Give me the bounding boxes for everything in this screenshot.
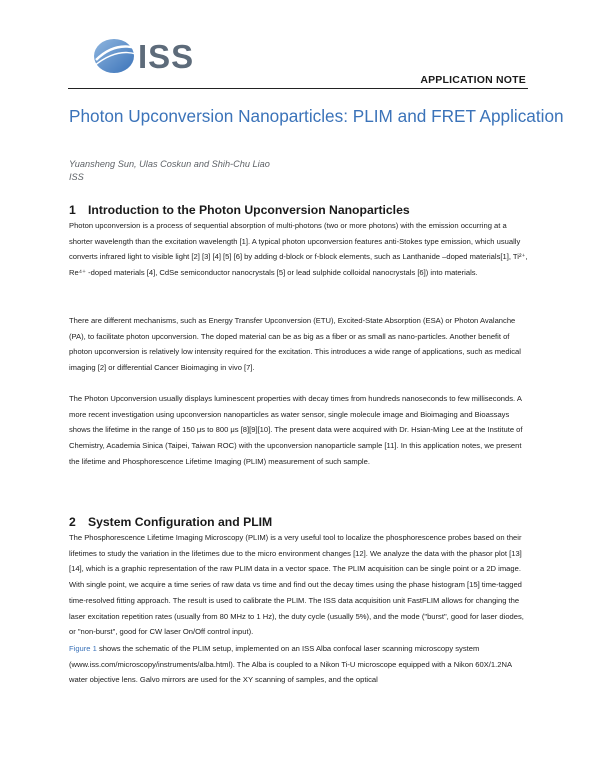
section-1-heading: [69, 203, 410, 217]
section-1-title: Introduction to the Photon Upconversion Nanoparticles: [88, 203, 410, 217]
author-affiliation: ISS: [69, 171, 84, 182]
section-1-paragraph: There are different mechanisms, such as Energy Transfer Upconversion (ETU), Excited-State Absorption (ESA) or Photon Avalanche (PA), to facilitate photon upconversion. The doped material can be as big as a fiber or as small as nano-particles. Another benefit of photon upconversion is relatively low intensity required for the excitation. This introduces a wide range of applications, such as medical imaging [2] or differential Cancer Bioimaging in vivo [7].: [69, 316, 521, 373]
author-block: [69, 158, 270, 183]
page-title: Photon Upconversion Nanoparticles: PLIM and FRET Application: [69, 106, 564, 126]
author-names: Yuansheng Sun, Ulas Coskun and Shih-Chu Liao: [69, 159, 270, 169]
section-2-title: System Configuration and PLIM: [88, 515, 273, 529]
section-2-number: 2: [69, 515, 76, 529]
section-1-number: 1: [69, 203, 76, 217]
figure-1-description: shows the schematic of the PLIM setup, implemented on an ISS Alba confocal laser scanning microscopy system (www.iss.com/microscopy/instruments/alba.html). The Alba is coupled to a Nikon Ti-U microscope equipped with a Nikon 60X/1.2NA water objective lens. Galvo mirrors are used for the XY scanning of samples, and the optical: [69, 644, 512, 685]
header-divider: [68, 88, 528, 89]
section-2-paragraph: The Phosphorescence Lifetime Imaging Microscopy (PLIM) is a very useful tool to localize the phosphorescence probes based on their lifetimes to study the variation in the lifetimes due to the micro environment changes [12]. We analyze the data with the phasor plot [13] [14], which is a graphic representation of the raw PLIM data in a vector space. The PLIM acquisition can be single point or a 2D image. With single point, we acquire a time series of raw data vs time and find out the decay times using the phase histogram [15] time-tagged time-resolved fitting approach. The result is used to calibrate the PLIM. The ISS data acquisition unit FastFLIM allows for changing the laser excitation repetition rates (usually from 80 MHz to 1 Hz), the duty cycle (usually 5%), and the mode ("burst", good for laser diodes, or "non-burst", good for CW laser On/Off control input).: [69, 533, 524, 637]
section-2-paragraph: [69, 641, 531, 688]
section-1-paragraph: Photon upconversion is a process of sequential absorption of multi-photons (two or more photons) with the emission occurring at a shorter wavelength than the excitation wavelength [1]. A typical photon upconversion features anti-Stokes type emission, which usually converts infrared light to visible light [2] [3] [4] [5] [6] by adding d-block or f-block elements, such as Lanthanide –doped materials[1], Ti²⁺, Re⁴⁺ -doped materials [4], CdSe semiconductor nanocrystals [5] or lead sulphide colloidal nanocrystals [6]) into materials.: [69, 221, 528, 278]
application-note-label: APPLICATION NOTE: [420, 74, 526, 86]
logo-wordmark: ISS: [138, 38, 195, 75]
section-2-heading: [69, 515, 272, 529]
figure-1-link[interactable]: Figure 1: [69, 644, 97, 653]
section-1-paragraph: The Photon Upconversion usually displays luminescent properties with decay times from hundreds nanoseconds to few milliseconds. A more recent investigation using upconversion nanoparticles as water sensor, single molecule image and Bioimaging and Bioassays shows the lifetime in the range of 150 μs to 800 μs [8][9][10]. The present data were acquired with Dr. Hsian-Ming Lee at the Institute of Chemistry, Academia Sinica (Taipei, Taiwan ROC) with the upconversion nanoparticle sample [11]. In this application notes, we present the lifetime and Phosphorescence Lifetime Imaging (PLIM) measurement of such sample.: [69, 394, 523, 466]
